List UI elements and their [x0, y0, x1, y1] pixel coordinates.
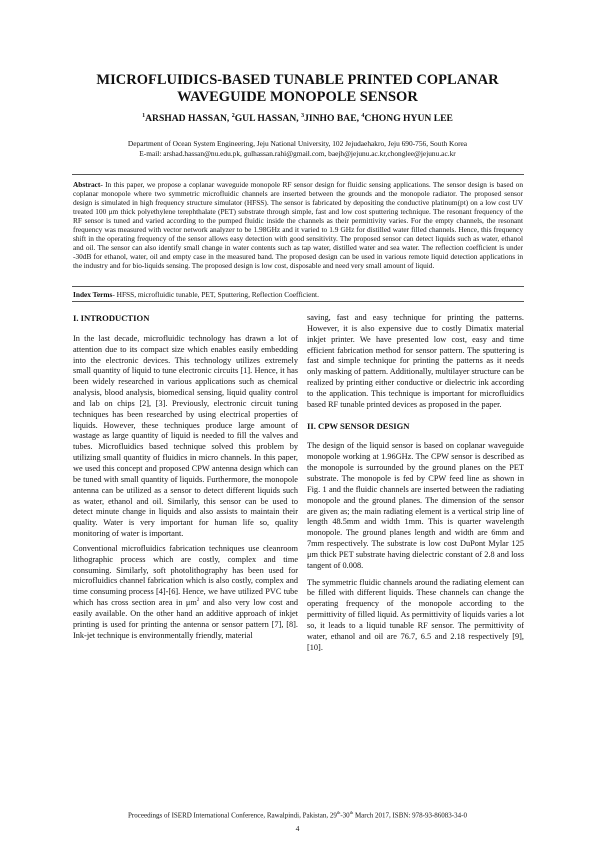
- right-column: [307, 313, 524, 657]
- author-list: [60, 113, 535, 124]
- intro-paragraph-2a: Conventional microfluidics fabrication techniques use cleanroom lithographic process which are costly, complex and time consuming. Similarly, soft photolithography has been used for microfluidics channel fabrication which is also costly, complex and time consuming process [4]-[6]. Hence, we have utilized PVC tube which has cross section area in μm: [73, 543, 298, 608]
- author-4-name: CHONG HYUN LEE: [364, 113, 453, 125]
- author-1-sup: 1: [142, 113, 146, 119]
- abstract-label: Abstract-: [73, 180, 103, 189]
- design-paragraph-2: The symmetric fluidic channels around the radiating element can be filled with different liquids. These channels can change the operating frequency of the monopole according to the permittivity of filled liquid. As permittivity of liquids varies a lot so, it leads to a liquid tunable RF sensor. The permittivity of water, ethanol and oil are 76.7, 6.5 and 2.18 respectively [9],[10].: [307, 577, 524, 652]
- intro-paragraph-1: In the last decade, microfluidic technology has drawn a lot of attention due to its compact size which enables easily embedding into the electronic devices. This technology utilizes extremely small quantity of liquid to tune electronic circuits [1]. Hence, it has been widely researched in various applications such as chemical analysis, blood analysis, biomedical sensing, liquid quality control and lab on chips [2], [3]. Previously, electronic circuit tuning techniques has been researched by using electrical properties of liquids. However, these techniques produce large amount of wastage as large quantity of liquid is needed to fill the valves and tubes. Microfluidics based technique solved this problem by utilizing small quantity of fluidics in micro channels. In this paper, we used this concept and proposed CPW antenna design which can be tuned with small quantity of liquids. Furthermore, the monopole antenna can be utilized as a sensor to detect different liquids such as water, ethanol and oil. Similarly, this sensor can be used to detect minute change in liquids and also assists to maintain their quality. Water is very important for human life so, quality monitoring of water is important.: [73, 333, 298, 539]
- index-bottom-rule: [72, 301, 524, 302]
- index-text: - HFSS, microfluidic tunable, PET, Sputtering, Reflection Coefficient.: [112, 290, 319, 299]
- left-column: [73, 313, 298, 645]
- section-heading-cpw-design: II. CPW SENSOR DESIGN: [307, 420, 410, 431]
- affiliation-block: [60, 139, 535, 159]
- abstract-top-rule: [72, 174, 524, 175]
- paper-title: MICROFLUIDICS-BASED TUNABLE PRINTED COPLANAR WAVEGUIDE MONOPOLE SENSOR: [96, 72, 499, 105]
- intro-paragraph-2: [73, 544, 298, 642]
- abstract-text: In this paper, we propose a coplanar waveguide monopole RF sensor design for fluidic sensing applications. The sensor design is based on coplanar monopole where two symmetric microfluidic channels are inserted between the grounds and the monopole radiator. The proposed sensor design is simulated in high frequency structure simulator (HFSS). The sensor is fabricated by depositing the conductive platinum(pt) on a low cost UV treated 100 μm thick polyethylene terephthalate (PET) substrate through simple, fast and low cost sputtering technique. The resonant frequency of the RF sensor is tuned and varied according to the pumped fluidic inside the channels as their permittivity varies. For the empty channels, the resonant frequency was measured with vector network analyzer to be 1.98GHz and it varied to 1.9 GHz for distilled water filled channels. Hence, this frequency shift in the operating frequency of the sensor allows easy detection with good sensitivity. The proposed sensor can detect liquids such as water, ethanol and oil. The sensor can also identify small change in water contents such as tap water, distilled water and sea water. The reflection coefficient is under -30dB for ethanol, water, oil and empty case in the measured band. The proposed design can be used in various remote liquid detection applications in the industry and for bio-liquids sensing. The proposed design is low cost, disposable and need very small amount of liquid.: [73, 180, 523, 271]
- abstract: [73, 180, 523, 270]
- footer-sup-2: th: [349, 810, 354, 815]
- author-4-sup: 4: [361, 113, 365, 119]
- footer-text-c: March 2017, ISBN: 978-93-86083-34-0: [353, 811, 467, 820]
- intro-paragraph-2b: and also very low cost and easily available. On the other hand an additive approach of inkjet printing is used for printing the antenna or sensor pattern [7], [8]. Ink-jet technique is environmentally friendly, material: [73, 598, 298, 640]
- author-3-sup: 3: [301, 113, 305, 119]
- footer-proceedings: [60, 810, 535, 819]
- author-2-sup: 2: [231, 113, 235, 119]
- author-1-name: ARSHAD HASSAN,: [145, 113, 232, 125]
- index-top-rule: [72, 286, 524, 287]
- page-number: 4: [295, 824, 300, 833]
- index-label: Index Terms: [73, 290, 113, 299]
- intro-paragraph-continued: saving, fast and easy technique for printing the patterns. However, it is also expensive due to costly Dimatix material inkjet printer. We have presented low cost, easy and time efficient fabrication method for sensor pattern. The sputtering is fast and simple technique for printing the patterns as it needs only masking of pattern. Additionally, multilayer structure can be realized by printing either conductive or dielectric ink according to the application. This technique is important for microfluidics based RF tunable printed devices as proposed in the paper.: [307, 313, 524, 409]
- author-3-name: JINHO BAE,: [304, 113, 362, 125]
- design-paragraph-1: The design of the liquid sensor is based on coplanar waveguide monopole working at 1.96GHz. The CPW sensor is described as the monopole is surrounded by the ground planes on the PET substrate. The monopole is fed by CPW feed line as shown in Fig. 1 and the fluidic channels are inserted between the radiating monopole and the ground planes. The dimension of the sensor are given as; the main radiating element is a vertical strip line of length 48.5mm and width 1mm. This is quarter wavelength monopole. The ground planes length and width are 6mm and 7mm respectively. The substrate is low cost DuPont Mylar 125 μm thick PET substrate having dielectric constant of 2.8 and loss tangent of 0.008.: [307, 441, 524, 570]
- affiliation-line: Department of Ocean System Engineering, Jeju National University, 102 Jejudaehakro, Jeju 690-756, South Korea: [127, 139, 468, 148]
- footer-text-a: Proceedings of ISERD International Conference, Rawalpindi, Pakistan, 29: [128, 811, 337, 820]
- author-2-name: GUL HASSAN,: [234, 113, 302, 125]
- index-terms: [73, 290, 523, 299]
- email-line: E-mail: arshad.hassan@nu.edu.pk, gulhassan.rahi@gmail.com, baejh@jejunu.ac.kr,chonglee@jejunu.ac.kr: [139, 149, 456, 158]
- section-heading-introduction: I. INTRODUCTION: [73, 313, 150, 323]
- um-squared-sup: 2: [196, 598, 200, 604]
- footer-text-b: -30: [340, 811, 350, 820]
- footer-sup-1: th: [336, 810, 341, 815]
